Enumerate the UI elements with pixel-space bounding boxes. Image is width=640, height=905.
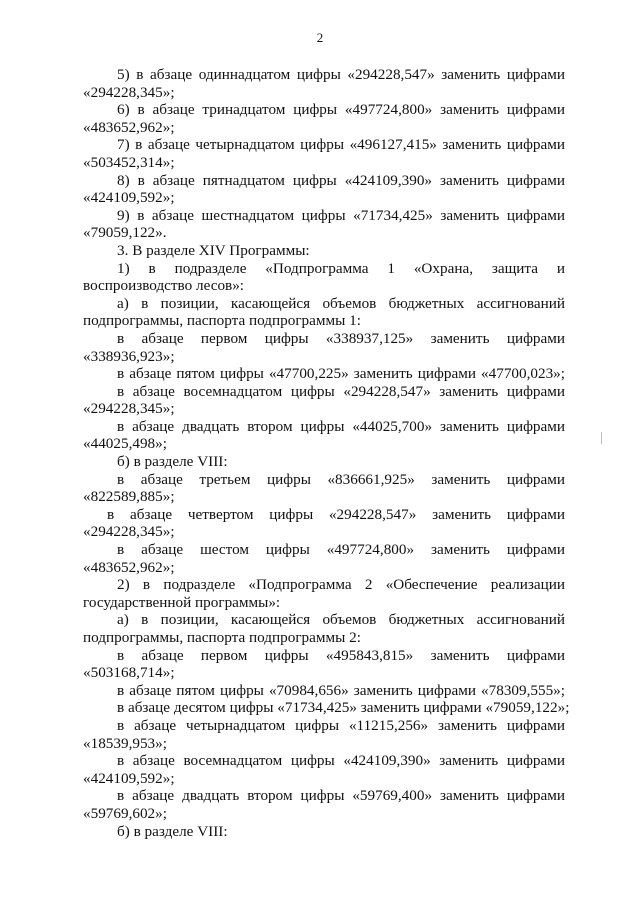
- text-line: в абзаце пятом цифры «47700,225» заменить цифрами «47700,023»;: [117, 365, 565, 383]
- text-line: в абзаце восемнадцатом цифры «424109,390» заменить цифрами: [117, 752, 565, 770]
- text-line: «822589,885»;: [83, 488, 175, 506]
- text-line: подпрограммы, паспорта подпрограммы 1:: [83, 312, 361, 330]
- text-line: в абзаце третьем цифры «836661,925» заменить цифрами: [117, 470, 565, 488]
- text-line: подпрограммы, паспорта подпрограммы 2:: [83, 629, 361, 646]
- text-line: «294228,345»;: [83, 400, 175, 418]
- page-number: 2: [316, 30, 324, 45]
- text-line: в абзаце четвертом цифры «294228,547» заменить цифрами: [107, 505, 565, 523]
- text-line: в абзаце первом цифры «495843,815» заменить цифрами: [117, 646, 565, 664]
- text-line: 6) в абзаце тринадцатом цифры «497724,800» заменить цифрами: [117, 101, 565, 119]
- text-line: «18539,953»;: [83, 734, 167, 752]
- text-line: в абзаце десятом цифры «71734,425» заменить цифрами «79059,122»;: [117, 699, 570, 717]
- text-line: «503168,714»;: [83, 664, 175, 682]
- text-line: «294228,345»;: [83, 523, 175, 541]
- text-line: «483652,962»;: [83, 118, 175, 136]
- scan-margin-mark: [601, 432, 602, 444]
- text-line: в абзаце двадцать втором цифры «59769,400» заменить цифрами: [117, 787, 565, 805]
- document-body: [83, 66, 570, 840]
- text-line: в абзаце восемнадцатом цифры «294228,547» заменить цифрами: [117, 382, 565, 400]
- text-line: «44025,498»;: [83, 435, 167, 453]
- text-line: «424109,592»;: [83, 769, 175, 787]
- text-line: «338936,923»;: [83, 347, 175, 365]
- text-line: в абзаце пятом цифры «70984,656» заменить цифрами «78309,555»;: [117, 681, 565, 699]
- text-line: а) в позиции, касающейся объемов бюджетных ассигнований: [117, 294, 565, 312]
- text-line: воспроизводство лесов»:: [83, 277, 245, 295]
- text-line: 3. В разделе XIV Программы:: [117, 241, 310, 259]
- text-line: «503452,314»;: [83, 153, 175, 171]
- text-line: в абзаце четырнадцатом цифры «11215,256» заменить цифрами: [117, 716, 565, 734]
- text-line: в абзаце первом цифры «338937,125» заменить цифрами: [117, 329, 565, 347]
- text-line: «59769,602»;: [83, 804, 167, 822]
- text-line: 1) в подразделе «Подпрограмма 1 «Охрана, защита и: [117, 259, 565, 277]
- text-line: в абзаце двадцать втором цифры «44025,700» заменить цифрами: [117, 417, 565, 435]
- text-line: 7) в абзаце четырнадцатом цифры «496127,415» заменить цифрами: [117, 136, 565, 154]
- text-line: 9) в абзаце шестнадцатом цифры «71734,425» заменить цифрами: [117, 206, 565, 224]
- text-line: «483652,962»;: [83, 558, 175, 576]
- text-line: государственной программы»:: [83, 593, 281, 611]
- text-line: «79059,122».: [83, 224, 167, 242]
- text-line: в абзаце шестом цифры «497724,800» заменить цифрами: [117, 541, 565, 559]
- text-line: «294228,345»;: [83, 83, 175, 101]
- text-line: «424109,592»;: [83, 189, 175, 207]
- text-line: 5) в абзаце одиннадцатом цифры «294228,547» заменить цифрами: [117, 66, 565, 83]
- text-line: 2) в подразделе «Подпрограмма 2 «Обеспечение реализации: [117, 576, 565, 594]
- text-line: 8) в абзаце пятнадцатом цифры «424109,390» заменить цифрами: [117, 171, 565, 189]
- text-line: а) в позиции, касающейся объемов бюджетных ассигнований: [117, 611, 565, 629]
- text-line: б) в разделе VIII:: [117, 822, 228, 840]
- text-line: б) в разделе VIII:: [117, 453, 228, 471]
